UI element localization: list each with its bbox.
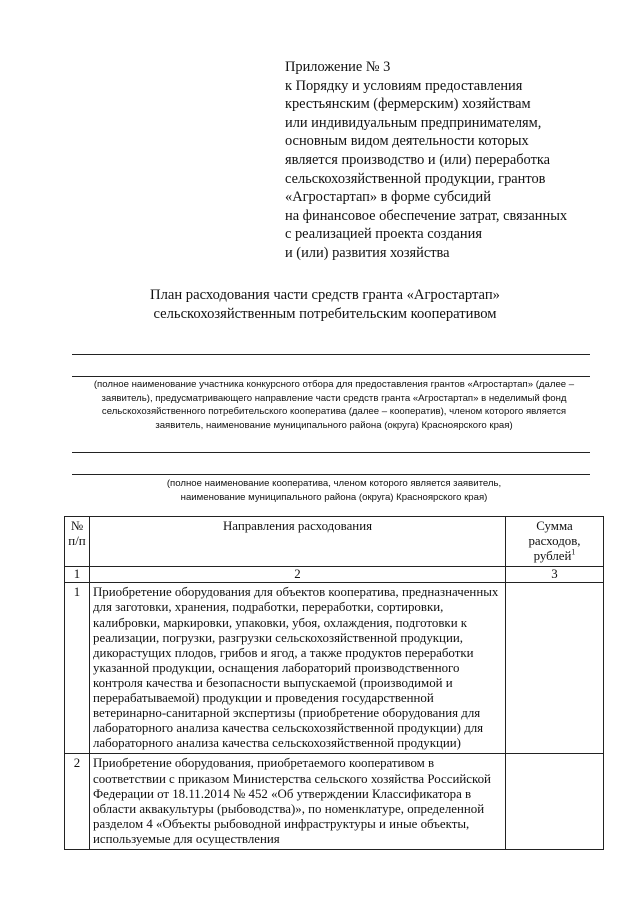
caption-line: заявитель, наименование муниципального района (округа) Красноярского края) xyxy=(155,419,513,431)
table-index-row xyxy=(65,567,604,583)
fill-in-line xyxy=(72,474,590,475)
header-sum-line2 xyxy=(509,549,600,564)
appendix-line: и (или) развития хозяйства xyxy=(285,244,450,261)
appendix-line: с реализацией проекта создания xyxy=(285,226,482,243)
title-line-1: План расходования части средств гранта «Агростартап» xyxy=(150,287,500,303)
row-sum xyxy=(506,754,604,850)
table-row xyxy=(65,583,604,754)
row-num: 2 xyxy=(65,754,90,850)
header-num-line1: № xyxy=(70,519,84,533)
participant-caption xyxy=(64,378,604,432)
appendix-line: является производство и (или) переработка xyxy=(285,151,551,168)
table-header-row xyxy=(65,517,604,567)
row-direction: Приобретение оборудования, приобретаемого кооперативом в соответствии с приказом Министерства сельского хозяйства Российской Федерации от 18.11.2014 № 452 «Об утверждении Классификатора в области аквакультуры (рыбоводства)», по номенклатуре, определенной разделом 4 «Объекты рыбоводной инфраструктуры и иные объекты, используемые для осуществления xyxy=(90,754,506,850)
index-cell: 1 xyxy=(65,567,90,583)
header-sum xyxy=(506,517,604,567)
appendix-line: или индивидуальным предпринимателям, xyxy=(285,114,542,131)
footnote-marker: 1 xyxy=(571,547,576,557)
appendix-block xyxy=(285,58,615,263)
appendix-line: Приложение № 3 xyxy=(285,59,391,75)
caption-line: заявитель), предусматривающего направление части средств гранта «Агростартап» в неделимый фонд xyxy=(101,392,567,404)
index-cell: 3 xyxy=(506,567,604,583)
row-direction: Приобретение оборудования для объектов кооператива, предназначенных для заготовки, хранения, подработки, переработки, сортировки, калибровки, маркировки, упаковки, убоя, охлаждения, подготовки к реализации, погрузки, разгрузки сельскохозяйственной продукции, дикорастущих плодов, грибов и ягод, а также продуктов переработки указанной продукции, оснащения лабораторий производственного контроля качества и безопасности выпускаемой (производимой и перерабатываемой) продукции и проведения государственной ветеринарно-санитарной экспертизы (приобретение оборудования для лабораторного анализа качества сельскохозяйственной продукции) для лабораторного анализа качества сельскохозяйственной продукции) xyxy=(90,583,506,754)
row-sum xyxy=(506,583,604,754)
header-num xyxy=(65,517,90,567)
appendix-line: сельскохозяйственной продукции, грантов xyxy=(285,170,546,187)
cooperative-caption xyxy=(64,477,604,504)
appendix-line: на финансовое обеспечение затрат, связанных xyxy=(285,207,568,224)
appendix-line: основным видом деятельности которых xyxy=(285,133,529,150)
header-direction: Направления расходования xyxy=(90,517,506,567)
appendix-line: крестьянским (фермерским) хозяйствам xyxy=(285,96,531,113)
fill-in-line xyxy=(72,452,590,453)
header-sum-line1: Сумма расходов, xyxy=(528,519,581,549)
caption-line: сельскохозяйственного потребительского кооператива (далее – кооператив), членом которого является xyxy=(101,406,567,418)
table-row xyxy=(65,754,604,850)
expense-plan-table xyxy=(64,516,604,850)
row-num: 1 xyxy=(65,583,90,754)
fill-in-line xyxy=(72,376,590,377)
appendix-line: «Агростартап» в форме субсидий xyxy=(285,189,491,206)
fill-in-line xyxy=(72,354,590,355)
index-cell: 2 xyxy=(90,567,506,583)
caption-line: наименование муниципального района (округа) Красноярского края) xyxy=(180,491,488,503)
caption-line: (полное наименование участника конкурсного отбора для предоставления грантов «Агростартап» (далее – xyxy=(93,379,575,390)
appendix-line: к Порядку и условиям предоставления xyxy=(285,77,523,94)
caption-line: (полное наименование кооператива, членом которого является заявитель, xyxy=(166,478,502,489)
document-title xyxy=(60,286,590,324)
header-sum-unit: рублей xyxy=(533,549,572,564)
header-num-line2: п/п xyxy=(68,534,86,549)
title-line-2: сельскохозяйственным потребительским кооперативом xyxy=(153,306,497,322)
